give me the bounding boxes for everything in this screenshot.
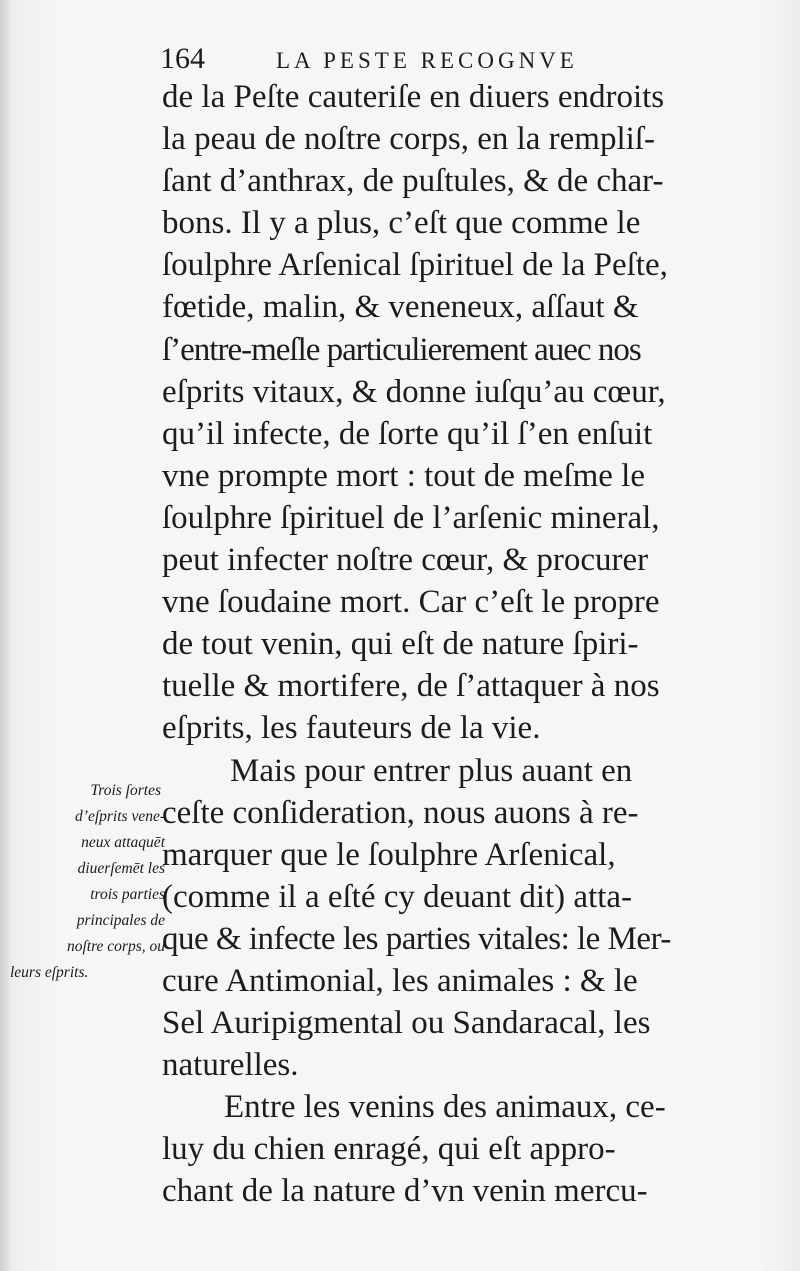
text-line: tuelle & mortifere, de ſ’attaquer à nos xyxy=(162,668,660,705)
text-line: ſoulphre Arſenical ſpirituel de la Peſte, xyxy=(162,247,668,284)
margin-note-line: d’eſprits vene- xyxy=(75,808,165,825)
text-line: ceſte conſideration, nous auons à re- xyxy=(162,794,639,831)
text-line: Entre les venins des animaux, ce- xyxy=(224,1089,666,1126)
text-line: Sel Auripigmental ou Sandaracal, les xyxy=(162,1005,651,1042)
text-line: que & infecte les parties vitales: le Mer- xyxy=(162,920,671,957)
text-line: ſ’entre-meſle particulierement auec nos xyxy=(162,331,641,368)
margin-note-line: noſtre corps, ou xyxy=(66,938,165,955)
text-line: eſprits, les fauteurs de la vie. xyxy=(162,710,541,747)
text-line: de la Peſte cauteriſe en diuers endroits xyxy=(162,79,665,115)
text-line: fœtide, malin, & veneneux, aſſaut & xyxy=(162,289,639,326)
text-line: luy du chien enragé, qui eſt appro- xyxy=(162,1131,616,1168)
text-line: eſprits vitaux, & donne iuſqu’au cœur, xyxy=(162,373,666,410)
margin-note-line: neux attaquēt xyxy=(81,834,165,851)
text-line: naturelles. xyxy=(162,1047,299,1084)
margin-note-line: diuerſemēt les xyxy=(77,860,165,877)
margin-note xyxy=(10,778,165,986)
text-line: vne ſoudaine mort. Car c’eſt le propre xyxy=(162,584,660,621)
text-line: qu’il infecte, de ſorte qu’il ſ’en enſuit xyxy=(162,415,653,452)
margin-note-line: trois parties xyxy=(90,886,165,903)
text-line: de tout venin, qui eſt de nature ſpiri- xyxy=(162,626,639,663)
margin-note-line: Trois ſortes xyxy=(90,782,161,799)
text-line: ſoulphre ſpirituel de l’arſenic mineral, xyxy=(162,499,660,536)
text-line: chant de la nature d’vn venin mercu- xyxy=(162,1173,648,1210)
text-line: la peau de noſtre corps, en la rempliſ- xyxy=(162,121,655,158)
margin-note-line: leurs eſprits. xyxy=(10,964,89,981)
text-line: bons. Il y a plus, c’eſt que comme le xyxy=(162,205,641,242)
text-line: vne prompte mort : tout de meſme le xyxy=(162,457,645,494)
text-line: cure Antimonial, les animales : & le xyxy=(162,962,638,999)
page-number: 164 xyxy=(160,42,205,75)
text-line: ſant d’anthrax, de puſtules, & de char- xyxy=(162,163,664,200)
text-line: Mais pour entrer plus auant en xyxy=(230,752,633,789)
text-line: peut infecter noſtre cœur, & procurer xyxy=(162,542,649,579)
running-title: LA PESTE RECOGNVE xyxy=(276,48,578,73)
margin-note-line: principales de xyxy=(76,912,165,929)
page-edge-shadow xyxy=(0,0,10,1271)
body-text xyxy=(162,76,752,1213)
text-line: marquer que le ſoulphre Arſenical, xyxy=(162,836,616,873)
text-line: (comme il a eſté cy deuant dit) atta- xyxy=(162,878,633,915)
